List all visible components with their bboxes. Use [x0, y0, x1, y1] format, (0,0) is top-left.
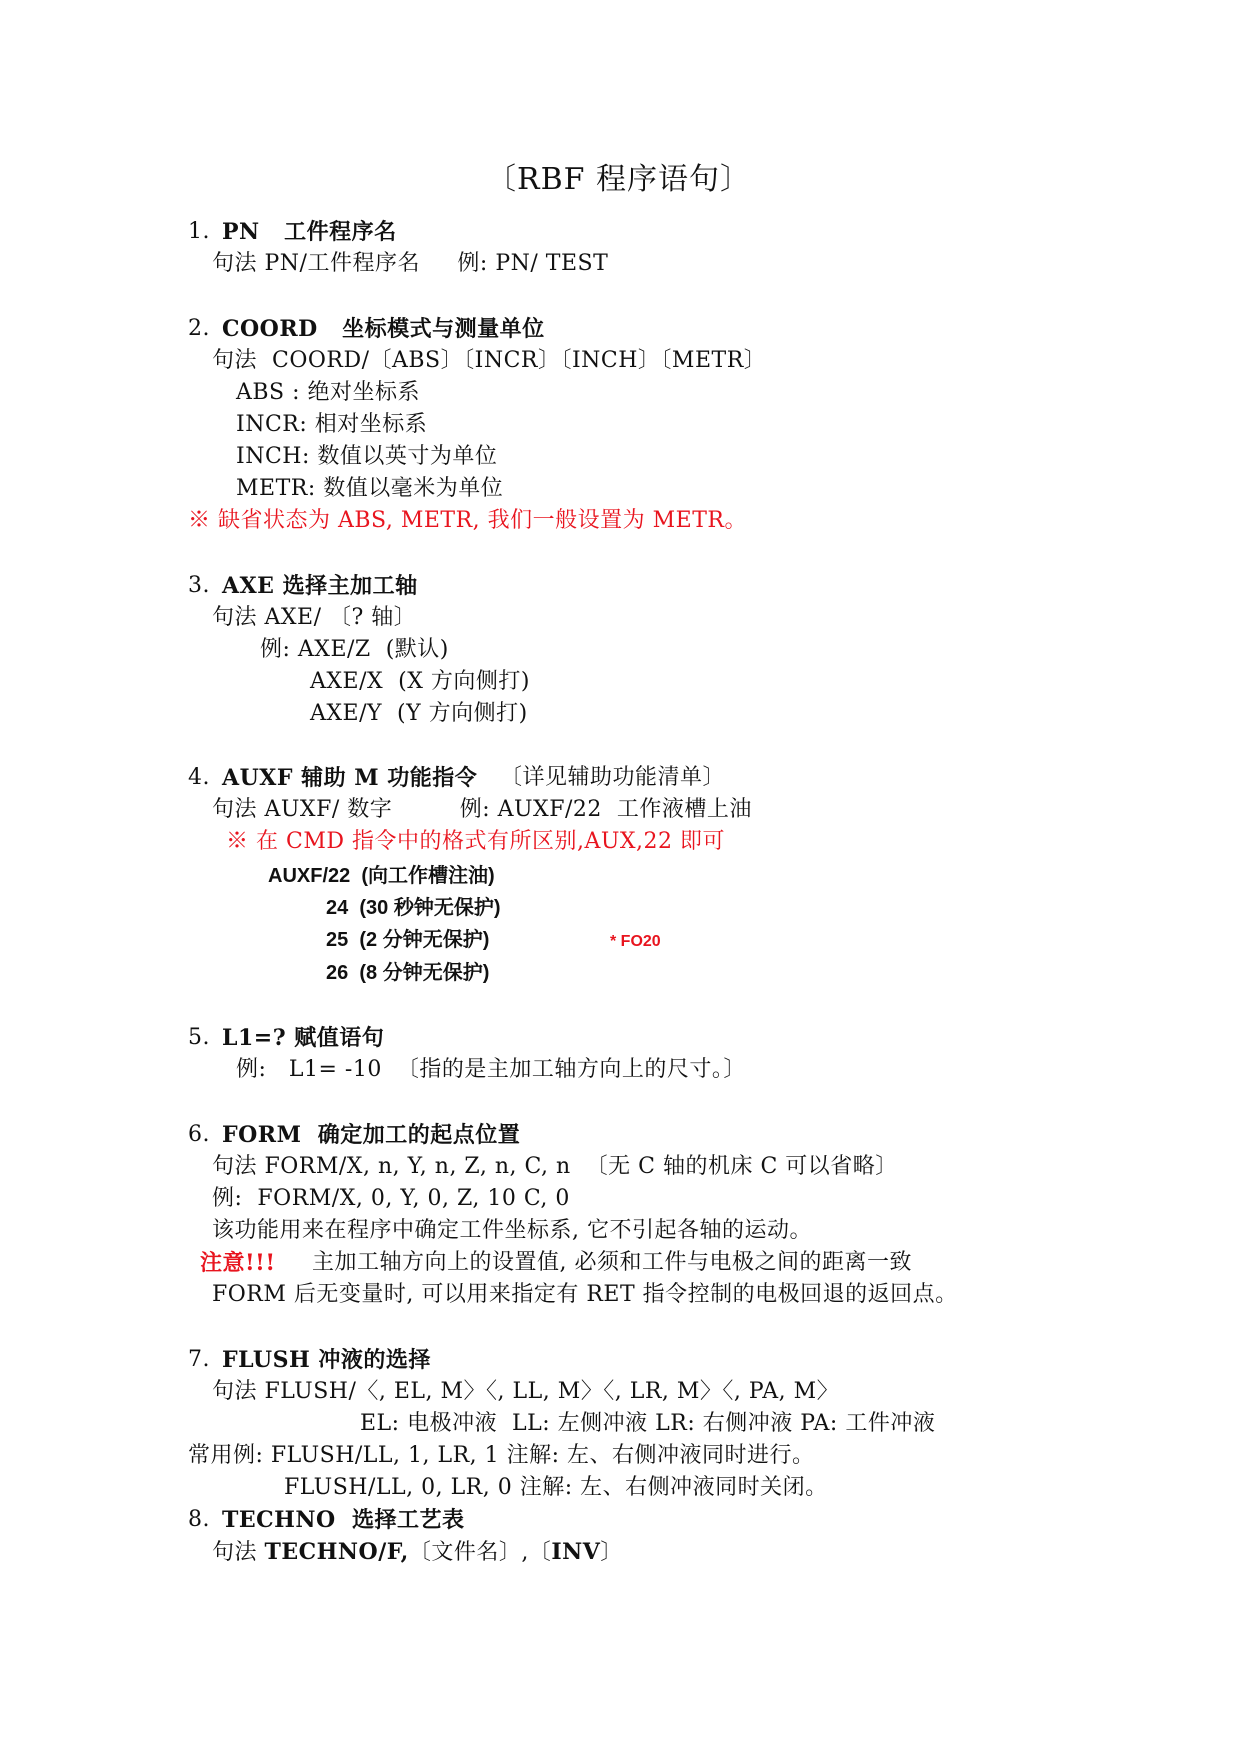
description-line: FORM 后无变量时, 可以用来指定有 RET 指令控制的电极回退的返回点。	[212, 1282, 958, 1307]
syntax-line: 句法 AUXF/ 数字 例: AUXF/22 工作液槽上油	[212, 797, 752, 822]
section-heading: COORD 坐标模式与测量单位	[222, 316, 545, 342]
attention-text: 主加工轴方向上的设置值, 必须和工件与电极之间的距离一致	[312, 1250, 912, 1275]
section-number: 4.	[188, 765, 210, 790]
legend-line: EL: 电极冲液 LL: 左侧冲液 LR: 右侧冲液 PA: 工件冲液	[360, 1411, 936, 1436]
example-line: FLUSH/LL, 0, LR, 0 注解: 左、右侧冲液同时关闭。	[284, 1475, 828, 1500]
example-line: AXE/X (X 方向侧打)	[310, 669, 530, 694]
syntax-line: 句法 PN/工件程序名 例: PN/ TEST	[212, 251, 609, 276]
option-line: INCH: 数值以英寸为单位	[236, 444, 498, 469]
example-line: 例: FORM/X, 0, Y, 0, Z, 10 C, 0	[212, 1186, 570, 1211]
syntax-option: INV	[551, 1539, 601, 1565]
option-line: METR: 数值以毫米为单位	[236, 476, 504, 501]
syntax-close: 〕	[600, 1540, 623, 1565]
description-line: 该功能用来在程序中确定工件坐标系, 它不引起各轴的运动。	[212, 1218, 812, 1243]
section-heading: TECHNO 选择工艺表	[222, 1507, 465, 1533]
option-line: INCR: 相对坐标系	[236, 412, 428, 437]
section-number: 7.	[188, 1347, 210, 1372]
section-heading: AUXF 辅助 M 功能指令	[222, 765, 478, 791]
syntax-arg: 〔文件名〕,〔	[408, 1540, 552, 1565]
section-heading: L1=? 赋值语句	[222, 1025, 385, 1051]
syntax-command: TECHNO/F,	[264, 1539, 409, 1565]
code-line: AUXF/22 (向工作槽注油)	[268, 865, 495, 887]
code-line: 24 (30 秒钟无保护)	[326, 897, 501, 919]
section-number: 6.	[188, 1122, 210, 1147]
example-line: AXE/Y (Y 方向侧打)	[310, 701, 528, 726]
default-note: ※ 缺省状态为 ABS, METR, 我们一般设置为 METR。	[188, 508, 747, 533]
section-heading: AXE 选择主加工轴	[222, 573, 418, 599]
example-line: 常用例: FLUSH/LL, 1, LR, 1 注解: 左、右侧冲液同时进行。	[188, 1443, 815, 1468]
section-number: 1.	[188, 219, 210, 244]
code-line: 26 (8 分钟无保护)	[326, 962, 490, 984]
syntax-line: 句法 AXE/ 〔? 轴〕	[212, 605, 417, 630]
attention-label: 注意!!!	[200, 1250, 276, 1276]
code-line: 25 (2 分钟无保护)	[326, 929, 490, 951]
syntax-line: 句法 COORD/〔ABS〕〔INCR〕〔INCH〕〔METR〕	[212, 348, 767, 373]
syntax-line: 句法 FLUSH/〈, EL, M〉〈, LL, M〉〈, LR, M〉〈, PA, M〉	[212, 1379, 840, 1404]
reference-note: 〔详见辅助功能清单〕	[500, 765, 726, 790]
syntax-line	[212, 1539, 623, 1566]
section-number: 5.	[188, 1025, 210, 1050]
section-number: 8.	[188, 1507, 210, 1532]
example-line: 例: AXE/Z (默认)	[260, 637, 449, 662]
section-heading: PN 工件程序名	[222, 219, 397, 245]
example-line: 例: L1= -10 〔指的是主加工轴方向上的尺寸。〕	[236, 1057, 746, 1082]
option-line: ABS : 绝对坐标系	[236, 380, 421, 405]
syntax-prefix: 句法	[212, 1540, 265, 1565]
section-heading: FLUSH 冲液的选择	[222, 1347, 431, 1373]
syntax-line: 句法 FORM/X, n, Y, n, Z, n, C, n 〔无 C 轴的机床 C 可以省略〕	[212, 1154, 898, 1179]
section-number: 3.	[188, 573, 210, 598]
section-number: 2.	[188, 316, 210, 341]
section-heading: FORM 确定加工的起点位置	[222, 1122, 521, 1148]
page-title: 〔RBF 程序语句〕	[486, 162, 751, 197]
fo20-note: * FO20	[610, 933, 661, 950]
cmd-format-note: ※ 在 CMD 指令中的格式有所区别,AUX,22 即可	[226, 829, 726, 854]
